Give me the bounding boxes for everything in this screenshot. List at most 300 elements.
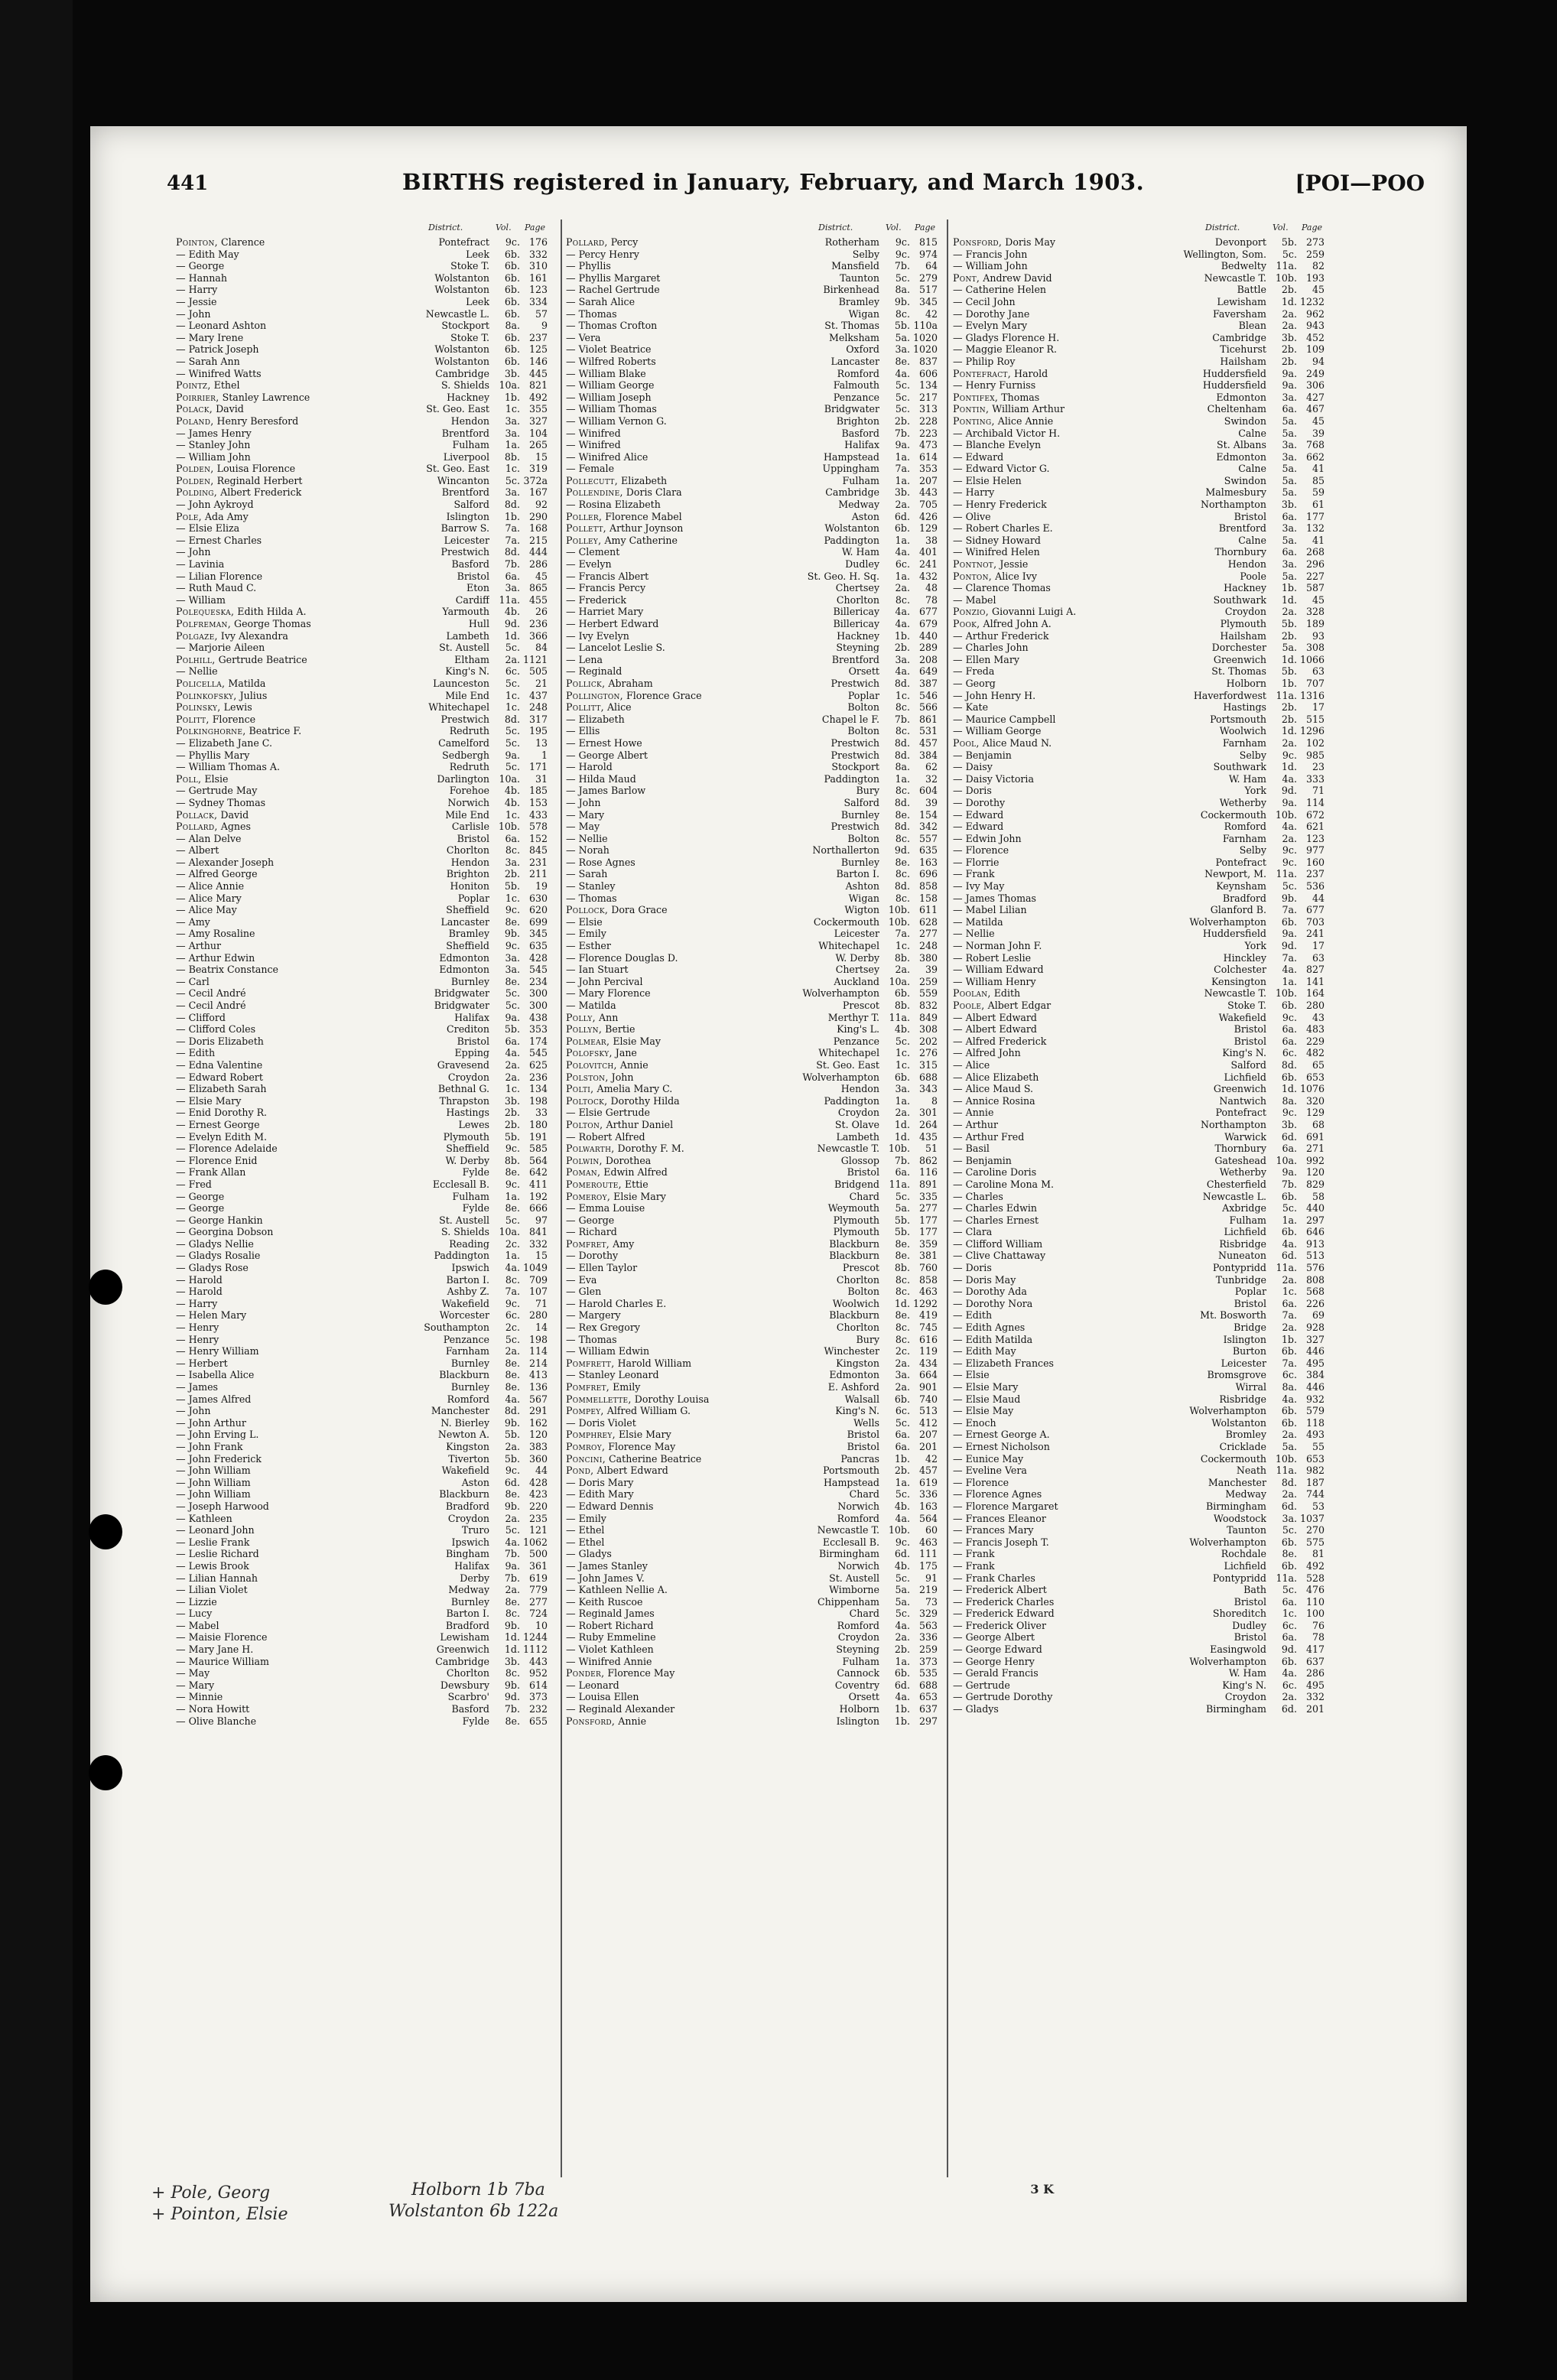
entry-district: Fylde [462, 1715, 489, 1727]
entry-volume: 9d. [504, 618, 520, 629]
entry-page: 821 [528, 379, 548, 392]
entry-page: 21 [535, 677, 548, 689]
entry-volume: 2c. [505, 1237, 520, 1250]
entry-page: 228 [918, 415, 938, 427]
entry-forenames: — Emily [566, 928, 606, 940]
entry-forenames: — Alfred John [953, 1047, 1021, 1059]
entry-forenames: — Olive Blanche [176, 1715, 257, 1727]
entry-page: 271 [1305, 1143, 1325, 1155]
register-entry [566, 308, 939, 320]
entry-volume: 1d. [1281, 761, 1297, 773]
entry-surname: Pomphrey, [566, 1429, 616, 1441]
entry-volume: 2a. [1282, 1273, 1297, 1286]
register-entry [566, 439, 939, 451]
register-entry [953, 630, 1326, 642]
entry-name [953, 976, 1176, 988]
entry-volume: 3a. [1282, 522, 1297, 535]
entry-forenames: — Alan Delve [176, 832, 242, 844]
entry-page: 576 [1305, 1262, 1325, 1274]
entry-page: 297 [918, 1715, 938, 1727]
entry-district: Poplar [847, 689, 879, 701]
entry-page: 463 [918, 1536, 938, 1548]
entry-district: Huddersfield [1202, 379, 1266, 392]
entry-name [953, 737, 1176, 749]
entry-surname: Pollard, [176, 821, 218, 833]
entry-page: 492 [1305, 1559, 1325, 1572]
entry-district: Romford [1224, 821, 1266, 833]
entry-volume: 9c. [505, 1465, 520, 1477]
entry-volume: 1a. [895, 1655, 910, 1667]
entry-forenames: — Minnie [176, 1691, 223, 1703]
entry-forenames: John [611, 1071, 634, 1083]
register-entry [176, 940, 549, 952]
film-border [0, 0, 73, 2380]
register-entry [953, 260, 1326, 272]
entry-name [176, 1631, 399, 1644]
register-entry [953, 987, 1326, 1000]
register-entry [176, 904, 549, 916]
entry-district: Bury [856, 785, 879, 797]
entry-district: Taunton [840, 271, 879, 284]
entry-forenames: Gertrude Beatrice [218, 653, 307, 665]
entry-district: Barrow S. [440, 522, 489, 535]
entry-volume: 5c. [505, 677, 520, 689]
entry-name [953, 749, 1176, 762]
register-entry [176, 522, 549, 535]
entry-volume: 2b. [894, 642, 910, 654]
entry-page: 65 [1312, 1058, 1325, 1071]
register-entry [566, 284, 939, 296]
entry-forenames: — Ernest Charles [176, 534, 262, 546]
entry-name [176, 1548, 399, 1560]
entry-volume: 1a. [505, 1250, 520, 1262]
register-entry [953, 1524, 1326, 1536]
entry-volume: 6a. [895, 1166, 910, 1179]
entry-volume: 3a. [895, 653, 910, 665]
register-entry [953, 1691, 1326, 1703]
entry-name [176, 1417, 399, 1429]
entry-volume: 3a. [505, 582, 520, 594]
register-entry [566, 1334, 939, 1346]
entry-page: 45 [1312, 593, 1325, 606]
entry-name [566, 1453, 789, 1465]
entry-district: Medway [1225, 1488, 1266, 1501]
entry-forenames: — Frank [953, 1548, 995, 1560]
entry-volume: 1a. [895, 534, 910, 546]
entry-volume: 2a. [1282, 736, 1297, 749]
entry-district: Lichfield [1224, 1559, 1266, 1572]
register-entry [176, 797, 549, 809]
entry-forenames: Lewis [223, 701, 252, 714]
register-entry [953, 1036, 1326, 1048]
entry-name [953, 880, 1176, 892]
register-entry [566, 1572, 939, 1585]
entry-volume: 10b. [888, 1143, 910, 1155]
entry-forenames: — Edith May [176, 248, 239, 260]
entry-forenames: — Harold Charles E. [566, 1297, 667, 1309]
entry-forenames: — Arthur [176, 940, 222, 952]
entry-name [953, 1548, 1176, 1560]
entry-forenames: — Dorothy Jane [953, 307, 1030, 320]
entry-volume: 9a. [1282, 928, 1297, 940]
entry-name [953, 1453, 1176, 1465]
register-entry [953, 558, 1326, 571]
entry-name [953, 1334, 1176, 1346]
entry-page: 435 [918, 1130, 938, 1143]
entry-district: Dorchester [1211, 642, 1266, 654]
entry-forenames: — Frederick Edward [953, 1608, 1055, 1620]
register-entry [176, 1095, 549, 1107]
entry-page: 276 [918, 1047, 938, 1059]
register-entry [566, 1631, 939, 1644]
entry-volume: 6a. [505, 832, 520, 844]
entry-district: Coventry [834, 1679, 879, 1691]
entry-volume: 6c. [505, 1309, 520, 1322]
register-entry [566, 1309, 939, 1322]
entry-name [566, 1608, 789, 1620]
entry-page: 104 [528, 427, 548, 439]
register-entry [176, 1667, 549, 1679]
entry-page: 1244 [522, 1631, 548, 1644]
register-entry [176, 1119, 549, 1131]
register-entry [176, 880, 549, 892]
register-entry [566, 821, 939, 833]
entry-page: 15 [535, 450, 548, 463]
entry-page: 745 [918, 1322, 938, 1334]
entry-forenames: — Edith Mary [566, 1488, 634, 1501]
entry-page: 1020 [912, 343, 938, 356]
register-entry [953, 1572, 1326, 1585]
entry-forenames: — Ivy Evelyn [566, 629, 629, 642]
entry-district: Portsmouth [823, 1465, 879, 1477]
entry-forenames: — Francis Percy [566, 582, 646, 594]
register-entry [953, 618, 1326, 630]
entry-forenames: — Amy [176, 915, 210, 928]
entry-volume: 8a. [1282, 1381, 1297, 1393]
entry-name [953, 296, 1176, 308]
entry-district: Newport, M. [1204, 868, 1266, 880]
entry-name [566, 630, 789, 642]
entry-forenames: — Florrie [953, 856, 1000, 868]
entry-forenames: Bertie [605, 1023, 635, 1036]
entry-volume: 1d. [894, 1297, 910, 1309]
entry-name [953, 1262, 1176, 1274]
register-entry [176, 1620, 549, 1632]
entry-page: 473 [918, 439, 938, 451]
entry-page: 493 [1305, 1429, 1325, 1441]
register-entry [566, 1059, 939, 1071]
entry-district: Woolwich [1219, 725, 1266, 737]
entry-district: Weymouth [827, 1202, 879, 1214]
register-entry [953, 1071, 1326, 1084]
entry-name [953, 236, 1176, 249]
entry-volume: 9b. [504, 1679, 520, 1691]
entry-district: Portsmouth [1210, 713, 1266, 725]
entry-volume: 6d. [1281, 1703, 1297, 1715]
entry-volume: 1c. [505, 701, 520, 714]
entry-district: Leek [466, 295, 489, 307]
entry-name [953, 1357, 1176, 1370]
entry-volume: 5a. [1282, 1440, 1297, 1452]
register-entry [566, 642, 939, 654]
register-entry [953, 1608, 1326, 1620]
entry-page: 482 [1305, 1047, 1325, 1059]
register-entry [176, 486, 549, 499]
entry-page: 32 [925, 772, 938, 785]
register-entry [566, 1393, 939, 1406]
entry-page: 361 [528, 1559, 548, 1572]
page-title: BIRTHS registered in January, February, and March 1903. [402, 169, 1145, 195]
entry-forenames: — Charles [953, 1190, 1003, 1202]
entry-volume: 9c. [1282, 1107, 1297, 1119]
register-entry [953, 749, 1326, 762]
entry-volume: 6b. [894, 1393, 910, 1405]
entry-page: 33 [535, 1107, 548, 1119]
register-entry [566, 1214, 939, 1227]
entry-page: 417 [1305, 1644, 1325, 1656]
entry-district: Carlisle [451, 821, 489, 833]
register-entry [953, 236, 1326, 249]
entry-district: Hampstead [823, 1476, 879, 1488]
entry-page: 557 [918, 832, 938, 844]
entry-name [566, 1012, 789, 1024]
entry-volume: 5c. [895, 1608, 910, 1620]
register-entry [176, 582, 549, 594]
entry-district: St. Thomas [1211, 665, 1266, 678]
entry-district: Colchester [1214, 964, 1266, 976]
entry-forenames: — Robert Alfred [566, 1130, 645, 1143]
entry-name [176, 1596, 399, 1608]
entry-surname: Poland, [176, 415, 214, 427]
entry-forenames: — Benjamin [953, 1154, 1012, 1166]
entry-district: Southwark [1213, 761, 1266, 773]
entry-page: 611 [918, 904, 938, 916]
entry-volume: 3a. [505, 427, 520, 439]
entry-district: Calne [1238, 534, 1266, 546]
entry-page: 241 [918, 558, 938, 571]
entry-page: 383 [528, 1440, 548, 1452]
entry-district: Walsall [844, 1393, 879, 1405]
entry-district: Romford [837, 367, 879, 379]
entry-district: Redruth [449, 761, 489, 773]
entry-volume: 8b. [894, 951, 910, 964]
entry-volume: 9b. [894, 295, 910, 307]
register-entry [566, 379, 939, 392]
register-entry [566, 535, 939, 547]
entry-volume: 5b. [504, 1429, 520, 1441]
register-entry [566, 249, 939, 261]
entry-district: Ipswich [451, 1262, 489, 1274]
entry-forenames: — Matilda [566, 1000, 616, 1011]
entry-volume: 9a. [505, 1559, 520, 1572]
entry-page: 445 [528, 367, 548, 379]
entry-name [566, 1381, 789, 1393]
entry-volume: 4a. [1282, 1237, 1297, 1250]
entry-page: 666 [528, 1202, 548, 1214]
register-entry [953, 1095, 1326, 1107]
entry-page: 259 [1305, 248, 1325, 260]
entry-volume: 8e. [505, 1369, 520, 1381]
register-entry [566, 1536, 939, 1549]
entry-surname: Pointz, [176, 379, 211, 392]
entry-district: Edmonton [829, 1369, 879, 1381]
entry-surname: Pointon, [176, 236, 218, 248]
entry-district: Cambridge [435, 1655, 489, 1667]
register-entry [953, 546, 1326, 558]
entry-name [566, 379, 789, 392]
entry-page: 154 [918, 808, 938, 821]
register-entry [566, 892, 939, 905]
entry-name [566, 1417, 789, 1429]
entry-district: Aston [461, 1476, 489, 1488]
entry-page: 114 [528, 1345, 548, 1357]
entry-district: Bolton [847, 832, 879, 844]
entry-page: 452 [1305, 331, 1325, 343]
entry-volume: 3a. [1282, 558, 1297, 571]
entry-forenames: — Amy Rosaline [176, 928, 255, 940]
register-entry [953, 678, 1326, 690]
entry-page: 587 [1305, 582, 1325, 594]
entry-page: 977 [1305, 844, 1325, 857]
entry-page: 71 [1312, 785, 1325, 797]
entry-forenames: — Mary Florence [566, 987, 651, 1000]
entry-forenames: Dorothy F. M. [617, 1143, 684, 1155]
entry-district: Cockermouth [813, 915, 879, 928]
entry-page: 327 [1305, 1333, 1325, 1345]
entry-district: Poplar [1234, 1286, 1266, 1298]
entry-name [176, 1656, 399, 1668]
entry-forenames: Henry Beresford [216, 415, 299, 427]
entry-volume: 3b. [1281, 331, 1297, 343]
entry-district: Wolverhampton [802, 1071, 879, 1083]
entry-name [566, 1631, 789, 1644]
entry-forenames: — Lewis Brook [176, 1559, 249, 1572]
register-entry [953, 403, 1326, 415]
entry-forenames: — Ethel [566, 1524, 605, 1536]
entry-volume: 4a. [1282, 772, 1297, 785]
entry-page: 91 [925, 1572, 938, 1584]
entry-volume: 6b. [504, 355, 520, 367]
entry-volume: 6c. [1282, 1369, 1297, 1381]
entry-page: 642 [528, 1166, 548, 1179]
register-entry [566, 797, 939, 809]
register-entry [566, 1012, 939, 1024]
entry-volume: 6b. [504, 271, 520, 284]
entry-district: Manchester [1208, 1476, 1266, 1488]
entry-forenames: — James Thomas [953, 892, 1037, 904]
entry-district: Basford [451, 558, 489, 571]
entry-page: 76 [1312, 1619, 1325, 1631]
entry-name [176, 332, 399, 344]
register-entry [953, 1059, 1326, 1071]
entry-district: Pancras [840, 1452, 879, 1465]
entry-district: Faversham [1212, 307, 1266, 320]
handwritten-note-4: Wolstanton 6b 122a [388, 2202, 559, 2221]
entry-district: W. Ham [841, 546, 879, 558]
register-entry [176, 1369, 549, 1381]
entry-page: 564 [918, 1512, 938, 1524]
entry-page: 366 [528, 629, 548, 642]
entry-page: 1 [541, 749, 548, 761]
entry-name [953, 665, 1176, 678]
entry-forenames: — Florence [953, 1476, 1009, 1488]
register-entry [176, 976, 549, 988]
entry-district: Billericay [833, 606, 879, 618]
entry-surname: Polkinghorne, [176, 725, 246, 737]
entry-forenames: — Alice Annie [176, 880, 245, 892]
register-entry [176, 558, 549, 571]
entry-volume: 1b. [894, 629, 910, 642]
entry-name [566, 1191, 789, 1203]
entry-district: Kingston [446, 1440, 489, 1452]
entry-forenames: — Ernest Nicholson [953, 1440, 1050, 1452]
entry-forenames: Clarence [220, 236, 265, 248]
entry-forenames: — Norah [566, 844, 609, 857]
register-entry [953, 1345, 1326, 1357]
register-entry [953, 904, 1326, 916]
entry-district: Hackney [837, 629, 879, 642]
entry-forenames: — Phyllis [566, 260, 611, 272]
register-entry [953, 892, 1326, 905]
entry-page: 1076 [1299, 1083, 1325, 1095]
entry-page: 545 [528, 964, 548, 976]
entry-volume: 8e. [505, 1381, 520, 1393]
entry-page: 476 [1305, 1584, 1325, 1596]
entry-page: 234 [528, 975, 548, 987]
register-entry [953, 1334, 1326, 1346]
entry-page: 259 [918, 975, 938, 987]
entry-page: 109 [1305, 343, 1325, 356]
entry-district: King's N. [1222, 1679, 1266, 1691]
entry-page: 193 [1305, 271, 1325, 284]
entry-name [953, 1393, 1176, 1406]
register-entry [176, 1274, 549, 1286]
entry-page: 84 [535, 642, 548, 654]
register-entry [953, 1488, 1326, 1501]
entry-page: 1066 [1299, 653, 1325, 665]
entry-forenames: — Elsie [566, 915, 603, 928]
entry-district: Bridgwater [824, 403, 879, 415]
entry-district: Eltham [454, 653, 489, 665]
entry-page: 335 [918, 1190, 938, 1202]
entry-name [953, 1477, 1176, 1489]
entry-district: Brentford [1218, 522, 1266, 535]
entry-volume: 5c. [1282, 1524, 1297, 1536]
header-district: District. [1205, 223, 1240, 232]
register-entry [566, 952, 939, 964]
entry-name [176, 368, 399, 380]
entry-page: 345 [918, 295, 938, 307]
register-entry [953, 379, 1326, 392]
entry-name [566, 1119, 789, 1131]
entry-page: 45 [535, 570, 548, 582]
entry-name [953, 821, 1176, 833]
entry-name [566, 475, 789, 487]
entry-surname: Pomfret, [566, 1237, 610, 1250]
entry-volume: 8e. [505, 1357, 520, 1369]
entry-name [176, 356, 399, 368]
entry-forenames: — Mabel [176, 1619, 219, 1631]
entry-district: King's N. [835, 1405, 879, 1417]
entry-forenames: Emily [613, 1381, 641, 1393]
entry-volume: 4b. [504, 796, 520, 808]
entry-volume: 8e. [505, 1166, 520, 1179]
entry-name [566, 332, 789, 344]
entry-forenames: — Daisy Victoria [953, 772, 1034, 785]
entry-page: 125 [528, 343, 548, 356]
entry-page: 372a [523, 474, 548, 486]
entry-name [953, 522, 1176, 535]
